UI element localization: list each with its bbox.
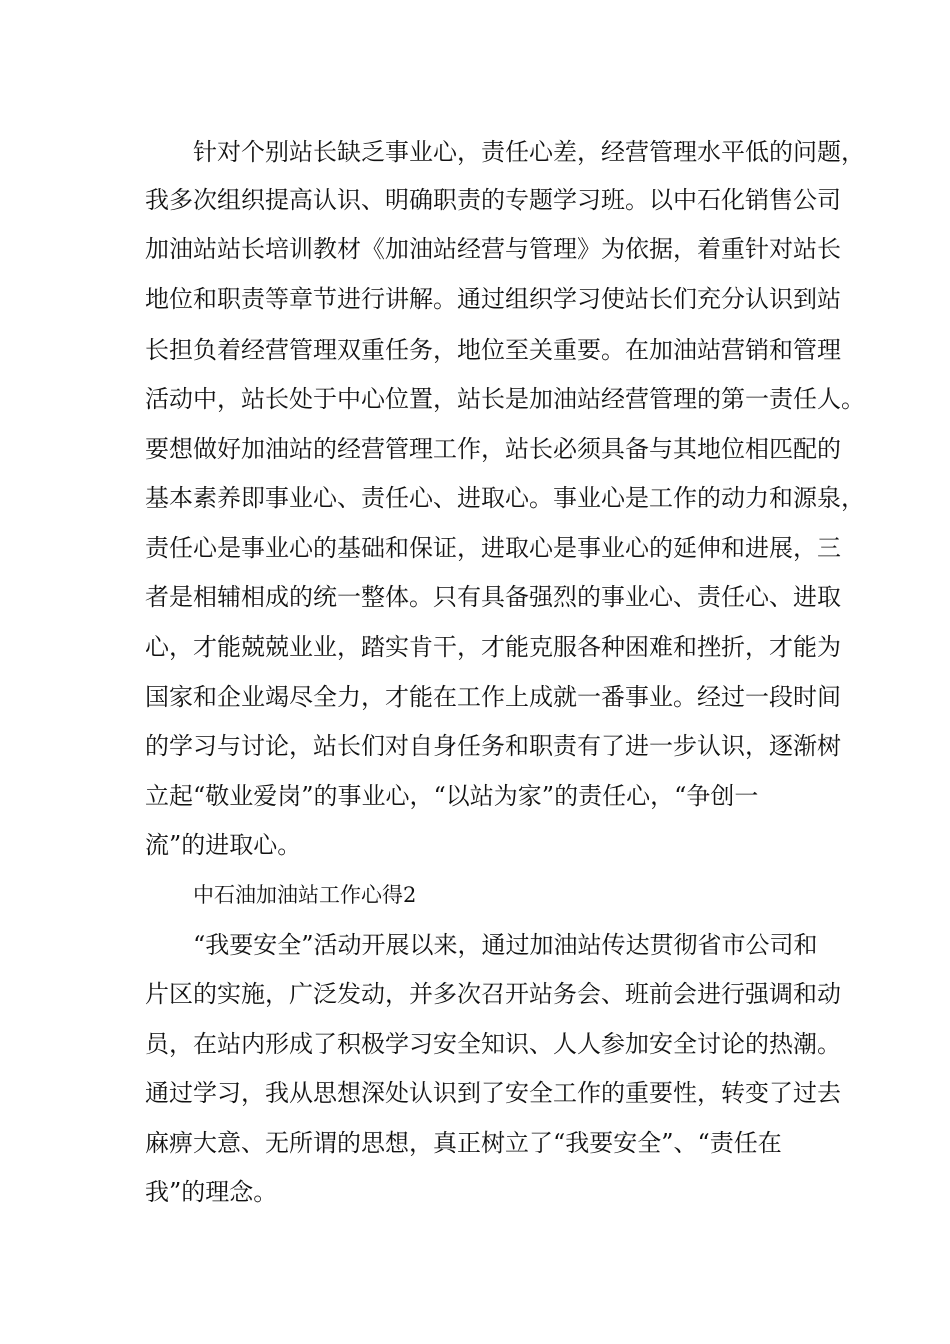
body-text-line: 要想做好加油站的经营管理工作，站长必须具备与其地位相匹配的 [145, 435, 841, 463]
body-text-line: 针对个别站长缺乏事业心，责任心差，经营管理水平低的问题， [193, 138, 865, 166]
section-heading: 中石油加油站工作心得2 [193, 883, 417, 907]
body-text-line: 通过学习，我从思想深处认识到了安全工作的重要性，转变了过去 [145, 1079, 841, 1107]
body-text-line: 活动中，站长处于中心位置，站长是加油站经营管理的第一责任人。 [145, 385, 865, 413]
body-text-line: 我多次组织提高认识、明确职责的专题学习班。以中石化销售公司 [145, 186, 841, 214]
body-text-line: 加油站站长培训教材《加油站经营与管理》为依据，着重针对站长 [145, 235, 841, 263]
body-text-line: 地位和职责等章节进行讲解。通过组织学习使站长们充分认识到站 [145, 285, 841, 313]
body-text-line: 国家和企业竭尽全力，才能在工作上成就一番事业。经过一段时间 [145, 683, 841, 711]
body-text-line: 流”的进取心。 [145, 831, 302, 859]
body-text-line: 我”的理念。 [145, 1178, 278, 1206]
body-text-line: 员，在站内形成了积极学习安全知识、人人参加安全讨论的热潮。 [145, 1030, 841, 1058]
body-text-line: 麻痹大意、无所谓的思想，真正树立了“我要安全”、“责任在 [145, 1129, 782, 1157]
body-text-line: 基本素养即事业心、责任心、进取心。事业心是工作的动力和源泉， [145, 484, 865, 512]
body-text-line: 立起“敬业爱岗”的事业心，“以站为家”的责任心，“争创一 [145, 782, 759, 810]
body-text-line: 责任心是事业心的基础和保证，进取心是事业心的延伸和进展，三 [145, 534, 841, 562]
body-text-line: 片区的实施，广泛发动，并多次召开站务会、班前会进行强调和动 [145, 980, 841, 1008]
body-text-line: 者是相辅相成的统一整体。只有具备强烈的事业心、责任心、进取 [145, 583, 841, 611]
body-text-line: 长担负着经营管理双重任务，地位至关重要。在加油站营销和管理 [145, 336, 841, 364]
body-text-line: 的学习与讨论，站长们对自身任务和职责有了进一步认识，逐渐树 [145, 732, 841, 760]
body-text-line: “我要安全”活动开展以来，通过加油站传达贯彻省市公司和 [193, 931, 818, 959]
body-text-line: 心，才能兢兢业业，踏实肯干，才能克服各种困难和挫折，才能为 [145, 633, 841, 661]
